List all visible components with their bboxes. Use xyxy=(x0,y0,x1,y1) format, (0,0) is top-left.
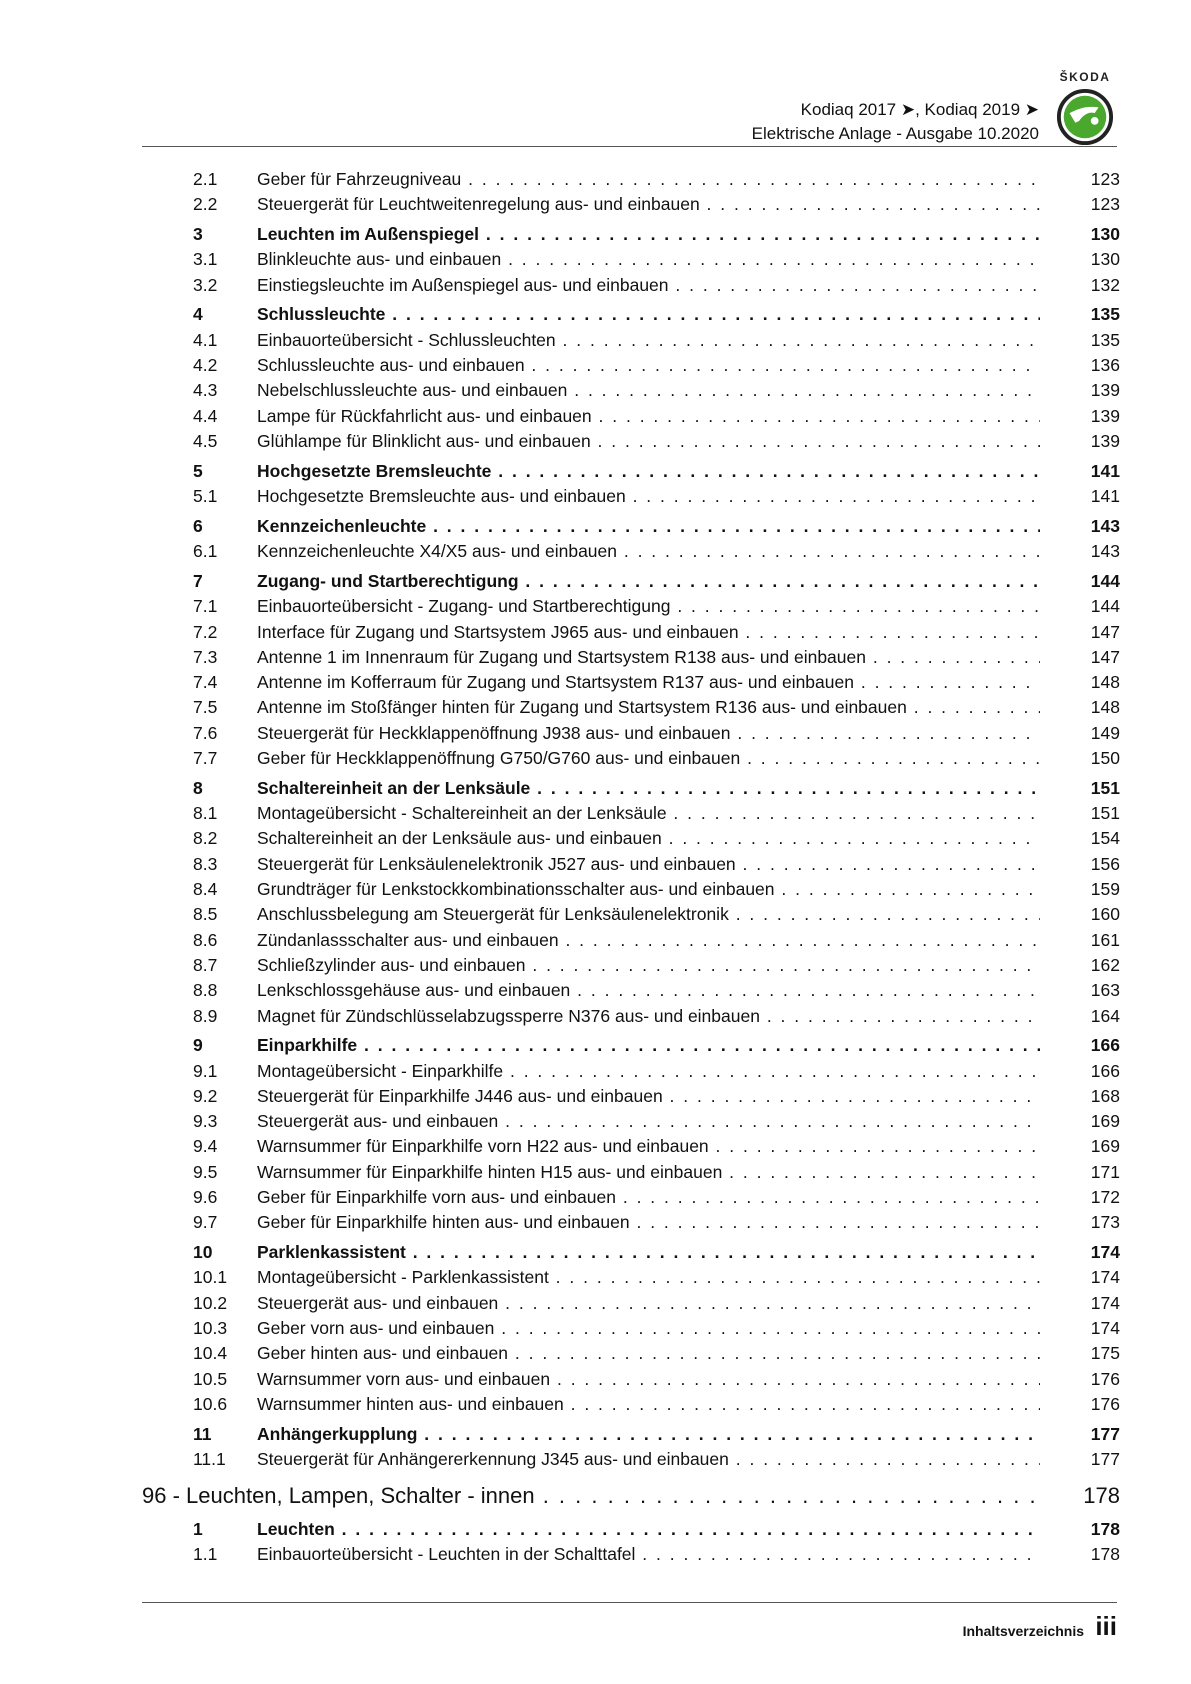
toc-section-row[interactable] xyxy=(193,1160,1120,1185)
toc-section-row[interactable] xyxy=(193,1059,1120,1084)
toc-entry-number: 3 xyxy=(193,224,203,245)
toc-entry-number: 10.3 xyxy=(193,1318,228,1339)
toc-entry-page: 174 xyxy=(1090,1242,1120,1263)
toc-entry-number: 4.3 xyxy=(193,380,218,401)
toc-entry-title: Magnet für Zündschlüsselabzugssperre N376 aus- und einbauen . . . xyxy=(257,1004,1040,1029)
toc-chapter-row[interactable] xyxy=(193,514,1120,539)
toc-entry-title: Anhängerkupplung . . . xyxy=(257,1422,1040,1447)
toc-entry-number: 8 xyxy=(193,777,203,798)
toc-entry-page: 150 xyxy=(1090,748,1120,769)
toc-chapter-row[interactable] xyxy=(193,1033,1120,1058)
toc-entry-title: Warnsummer hinten aus- und einbauen . . . xyxy=(257,1392,1040,1417)
toc-entry-title: Zugang- und Startberechtigung . . . xyxy=(257,569,1040,594)
header-model-line: Kodiaq 2017 ➤, Kodiaq 2019 ➤ xyxy=(800,100,1039,119)
toc-group-row[interactable] xyxy=(142,1480,1120,1512)
toc-entry-page: 176 xyxy=(1090,1393,1120,1414)
toc-entry-page: 149 xyxy=(1090,722,1120,743)
toc-section-row[interactable] xyxy=(193,645,1120,670)
toc-section-row[interactable] xyxy=(193,1084,1120,1109)
toc-section-row[interactable] xyxy=(193,1210,1120,1235)
toc-entry-title: Warnsummer für Einparkhilfe vorn H22 aus- und einbauen . . . xyxy=(257,1134,1040,1159)
toc-entry-number: 10.4 xyxy=(193,1343,228,1364)
toc-section-row[interactable] xyxy=(193,801,1120,826)
toc-entry-page: 156 xyxy=(1090,853,1120,874)
toc-entry-number: 8.3 xyxy=(193,853,218,874)
toc-section-row[interactable] xyxy=(193,328,1120,353)
toc-entry-number: 4.4 xyxy=(193,405,218,426)
toc-entry-page: 130 xyxy=(1090,224,1120,245)
toc-entry-page: 171 xyxy=(1090,1161,1120,1182)
toc-entry-number: 8.4 xyxy=(193,879,218,900)
toc-section-row[interactable] xyxy=(193,539,1120,564)
toc-entry-title: Hochgesetzte Bremsleuchte . . . xyxy=(257,459,1040,484)
toc-entry-number: 3.1 xyxy=(193,249,218,270)
toc-section-row[interactable] xyxy=(193,826,1120,851)
toc-chapter-row[interactable] xyxy=(193,776,1120,801)
toc-entry-page: 174 xyxy=(1090,1267,1120,1288)
toc-entry-number: 2.1 xyxy=(193,169,218,189)
toc-entry-title: Antenne 1 im Innenraum für Zugang und Startsystem R138 aus- und einbauen . . . xyxy=(257,645,1040,670)
toc-entry-title: Steuergerät aus- und einbauen . . . xyxy=(257,1291,1040,1316)
toc-entry-page: 169 xyxy=(1090,1111,1120,1132)
toc-entry-title: Lenkschlossgehäuse aus- und einbauen . . . xyxy=(257,978,1040,1003)
toc-entry-title: Montageübersicht - Schaltereinheit an der Lenksäule . . . xyxy=(257,801,1040,826)
toc-entry-page: 139 xyxy=(1090,430,1120,451)
toc-entry-page: 132 xyxy=(1090,274,1120,295)
toc-entry-page: 143 xyxy=(1090,515,1120,536)
toc-entry-title: Einbauorteübersicht - Zugang- und Startberechtigung . . . xyxy=(257,594,1040,619)
toc-section-row[interactable] xyxy=(193,1265,1120,1290)
toc-entry-page: 178 xyxy=(1090,1544,1120,1565)
toc-entry-number: 7 xyxy=(193,570,203,591)
toc-section-row[interactable] xyxy=(193,273,1120,298)
toc-entry-page: 175 xyxy=(1090,1343,1120,1364)
toc-section-row[interactable] xyxy=(193,404,1120,429)
toc-section-row[interactable] xyxy=(193,852,1120,877)
toc-entry-title: Warnsummer vorn aus- und einbauen . . . xyxy=(257,1367,1040,1392)
toc-entry-title: Steuergerät aus- und einbauen . . . xyxy=(257,1109,1040,1134)
toc-entry-number: 7.1 xyxy=(193,596,218,617)
toc-entry-title: Glühlampe für Blinklicht aus- und einbauen . . . xyxy=(257,429,1040,454)
toc-entry-page: 151 xyxy=(1090,777,1120,798)
toc-entry-number: 9.6 xyxy=(193,1187,218,1208)
toc-entry-title: Geber für Einparkhilfe hinten aus- und einbauen . . . xyxy=(257,1210,1040,1235)
toc-section-row[interactable] xyxy=(193,746,1120,771)
toc-entry-title: Schlussleuchte aus- und einbauen . . . xyxy=(257,353,1040,378)
toc-entry-number: 4 xyxy=(193,304,203,325)
toc-entry-title: Nebelschlussleuchte aus- und einbauen . . . xyxy=(257,378,1040,403)
toc-section-row[interactable] xyxy=(193,1392,1120,1417)
toc-entry-number: 7.5 xyxy=(193,697,218,718)
toc-entry-page: 164 xyxy=(1090,1005,1120,1026)
toc-entry-number: 5.1 xyxy=(193,486,218,507)
toc-entry-page: 159 xyxy=(1090,879,1120,900)
toc-entry-title: Anschlussbelegung am Steuergerät für Lenksäulenelektronik . . . xyxy=(257,902,1040,927)
toc-entry-page: 166 xyxy=(1090,1060,1120,1081)
toc-entry-page: 144 xyxy=(1090,596,1120,617)
toc-entry-number: 10.6 xyxy=(193,1393,228,1414)
toc-entry-page: 177 xyxy=(1090,1423,1120,1444)
table-of-contents xyxy=(142,167,1120,1567)
toc-entry-number: 3.2 xyxy=(193,274,218,295)
toc-entry-title: Interface für Zugang und Startsystem J965 aus- und einbauen . . . xyxy=(257,620,1040,645)
toc-entry-title: Geber für Einparkhilfe vorn aus- und einbauen . . . xyxy=(257,1185,1040,1210)
toc-entry-title: Montageübersicht - Parklenkassistent . . . xyxy=(257,1265,1040,1290)
toc-entry-page: 173 xyxy=(1090,1212,1120,1233)
toc-entry-number: 6 xyxy=(193,515,203,536)
toc-entry-title: Antenne im Stoßfänger hinten für Zugang und Startsystem R136 aus- und einbauen . . . xyxy=(257,695,1040,720)
toc-section-row[interactable] xyxy=(193,594,1120,619)
toc-section-row[interactable] xyxy=(193,167,1120,192)
toc-entry-number: 7.7 xyxy=(193,748,218,769)
toc-entry-number: 8.7 xyxy=(193,954,218,975)
header-text xyxy=(752,98,1039,146)
toc-entry-title: Blinkleuchte aus- und einbauen . . . xyxy=(257,247,1040,272)
toc-section-row[interactable] xyxy=(193,484,1120,509)
toc-entry-page: 160 xyxy=(1090,904,1120,925)
toc-section-row[interactable] xyxy=(193,1004,1120,1029)
toc-entry-title: Hochgesetzte Bremsleuchte aus- und einbauen . . . xyxy=(257,484,1040,509)
toc-entry-page: 176 xyxy=(1090,1368,1120,1389)
toc-section-row[interactable] xyxy=(193,721,1120,746)
toc-entry-number: 1.1 xyxy=(193,1544,218,1565)
toc-section-row[interactable] xyxy=(193,247,1120,272)
toc-section-row[interactable] xyxy=(193,1367,1120,1392)
toc-entry-title: Lampe für Rückfahrlicht aus- und einbauen . . . xyxy=(257,404,1040,429)
toc-entry-number: 2.2 xyxy=(193,194,218,215)
toc-entry-number: 4.2 xyxy=(193,355,218,376)
toc-section-row[interactable] xyxy=(193,620,1120,645)
toc-entry-page: 168 xyxy=(1090,1085,1120,1106)
toc-entry-title: Geber vorn aus- und einbauen . . . xyxy=(257,1316,1040,1341)
toc-entry-page: 166 xyxy=(1090,1035,1120,1056)
toc-section-row[interactable] xyxy=(193,1291,1120,1316)
footer-page-number: iii xyxy=(1095,1611,1117,1641)
toc-entry-title: Geber für Fahrzeugniveau . . . xyxy=(257,167,1040,192)
toc-entry-page: 144 xyxy=(1090,570,1120,591)
toc-entry-number: 4.1 xyxy=(193,329,218,350)
toc-entry-page: 151 xyxy=(1090,803,1120,824)
toc-entry-number: 8.2 xyxy=(193,828,218,849)
toc-entry-number: 9.7 xyxy=(193,1212,218,1233)
toc-entry-number: 8.5 xyxy=(193,904,218,925)
toc-entry-page: 177 xyxy=(1090,1449,1120,1470)
toc-entry-page: 169 xyxy=(1090,1136,1120,1157)
toc-entry-number: 8.8 xyxy=(193,980,218,1001)
toc-section-row[interactable] xyxy=(193,1542,1120,1567)
toc-section-row[interactable] xyxy=(193,978,1120,1003)
toc-entry-number: 7.6 xyxy=(193,722,218,743)
toc-section-row[interactable] xyxy=(193,1134,1120,1159)
toc-entry-number: 9.2 xyxy=(193,1085,218,1106)
page-header xyxy=(142,64,1117,146)
toc-entry-title: Montageübersicht - Einparkhilfe . . . xyxy=(257,1059,1040,1084)
toc-entry-page: 135 xyxy=(1090,304,1120,325)
toc-entry-title: Einstiegsleuchte im Außenspiegel aus- und einbauen . . . xyxy=(257,273,1040,298)
toc-entry-page: 136 xyxy=(1090,355,1120,376)
toc-entry-title: Schaltereinheit an der Lenksäule . . . xyxy=(257,776,1040,801)
toc-entry-page: 141 xyxy=(1090,486,1120,507)
toc-entry-page: 148 xyxy=(1090,697,1120,718)
toc-entry-page: 148 xyxy=(1090,672,1120,693)
toc-entry-title: Zündanlassschalter aus- und einbauen . . . xyxy=(257,928,1040,953)
header-edition-line: Elektrische Anlage - Ausgabe 10.2020 xyxy=(751,124,1039,143)
toc-section-row[interactable] xyxy=(193,670,1120,695)
toc-chapter-row[interactable] xyxy=(193,1240,1120,1265)
toc-chapter-row[interactable] xyxy=(193,222,1120,247)
toc-entry-page: 178 xyxy=(1083,1483,1120,1509)
toc-entry-page: 178 xyxy=(1090,1518,1120,1539)
toc-entry-number: 8.6 xyxy=(193,929,218,950)
toc-entry-number: 10 xyxy=(193,1242,213,1263)
toc-section-row[interactable] xyxy=(193,902,1120,927)
toc-entry-title: Kennzeichenleuchte X4/X5 aus- und einbauen . . . xyxy=(257,539,1040,564)
toc-entry-number: 9.1 xyxy=(193,1060,218,1081)
brand-wordmark: ŠKODA xyxy=(1059,70,1111,84)
toc-entry-page: 130 xyxy=(1090,249,1120,270)
toc-entry-page: 135 xyxy=(1090,329,1120,350)
toc-section-row[interactable] xyxy=(193,1316,1120,1341)
toc-section-row[interactable] xyxy=(193,695,1120,720)
toc-entry-page: 174 xyxy=(1090,1318,1120,1339)
toc-section-row[interactable] xyxy=(193,877,1120,902)
toc-section-row[interactable] xyxy=(193,429,1120,454)
toc-entry-page: 172 xyxy=(1090,1187,1120,1208)
toc-entry-title: Warnsummer für Einparkhilfe hinten H15 aus- und einbauen . . . xyxy=(257,1160,1040,1185)
toc-entry-page: 141 xyxy=(1090,460,1120,481)
toc-entry-number: 10.1 xyxy=(193,1267,228,1288)
toc-section-row[interactable] xyxy=(193,353,1120,378)
toc-entry-number: 9 xyxy=(193,1035,203,1056)
toc-entry-number: 5 xyxy=(193,460,203,481)
toc-entry-page: 162 xyxy=(1090,954,1120,975)
toc-entry-title: Geber hinten aus- und einbauen . . . xyxy=(257,1341,1040,1366)
toc-entry-title: Einbauorteübersicht - Schlussleuchten . . . xyxy=(257,328,1040,353)
toc-entry-number: 1 xyxy=(193,1518,203,1539)
toc-entry-page: 163 xyxy=(1090,980,1120,1001)
toc-entry-number: 10.2 xyxy=(193,1292,228,1313)
toc-entry-page: 123 xyxy=(1090,169,1120,189)
toc-entry-number: 7.3 xyxy=(193,646,218,667)
skoda-logo-icon xyxy=(1056,88,1114,146)
toc-section-row[interactable] xyxy=(193,1109,1120,1134)
toc-entry-title: Antenne im Kofferraum für Zugang und Startsystem R137 aus- und einbauen . . . xyxy=(257,670,1040,695)
toc-entry-number: 8.1 xyxy=(193,803,218,824)
toc-entry-title: Schließzylinder aus- und einbauen . . . xyxy=(257,953,1040,978)
toc-entry-number: 10.5 xyxy=(193,1368,228,1389)
toc-entry-number: 7.2 xyxy=(193,621,218,642)
toc-entry-title: Parklenkassistent . . . xyxy=(257,1240,1040,1265)
toc-chapter-row[interactable] xyxy=(193,459,1120,484)
toc-entry-title: Steuergerät für Anhängererkennung J345 aus- und einbauen . . . xyxy=(257,1447,1040,1472)
toc-section-row[interactable] xyxy=(193,192,1120,217)
toc-entry-number: 9.4 xyxy=(193,1136,218,1157)
toc-entry-title: Leuchten im Außenspiegel . . . xyxy=(257,222,1040,247)
toc-entry-page: 143 xyxy=(1090,541,1120,562)
toc-chapter-row[interactable] xyxy=(193,569,1120,594)
toc-entry-title: Steuergerät für Lenksäulenelektronik J527 aus- und einbauen . . . xyxy=(257,852,1040,877)
toc-section-row[interactable] xyxy=(193,1447,1120,1472)
toc-entry-title: Steuergerät für Leuchtweitenregelung aus- und einbauen . . . xyxy=(257,192,1040,217)
toc-entry-title: Steuergerät für Einparkhilfe J446 aus- und einbauen . . . xyxy=(257,1084,1040,1109)
toc-entry-title: Geber für Heckklappenöffnung G750/G760 aus- und einbauen . . . xyxy=(257,746,1040,771)
toc-entry-page: 147 xyxy=(1090,646,1120,667)
toc-entry-number: 8.9 xyxy=(193,1005,218,1026)
toc-entry-title: Einparkhilfe . . . xyxy=(257,1033,1040,1058)
toc-section-row[interactable] xyxy=(193,953,1120,978)
brand-block xyxy=(1053,70,1117,146)
toc-section-row[interactable] xyxy=(193,378,1120,403)
toc-entry-number: 9.5 xyxy=(193,1161,218,1182)
toc-entry-page: 147 xyxy=(1090,621,1120,642)
header-divider xyxy=(142,146,1117,147)
toc-entry-page: 154 xyxy=(1090,828,1120,849)
toc-entry-title: 96 - Leuchten, Lampen, Schalter - innen . . . xyxy=(142,1480,1040,1512)
toc-section-row[interactable] xyxy=(193,1341,1120,1366)
toc-entry-title: Schlussleuchte . . . xyxy=(257,302,1040,327)
toc-entry-number: 11.1 xyxy=(193,1449,226,1470)
toc-section-row[interactable] xyxy=(193,928,1120,953)
toc-entry-title: Leuchten . . . xyxy=(257,1517,1040,1542)
toc-entry-title: Steuergerät für Heckklappenöffnung J938 aus- und einbauen . . . xyxy=(257,721,1040,746)
toc-entry-number: 6.1 xyxy=(193,541,218,562)
toc-entry-page: 174 xyxy=(1090,1292,1120,1313)
toc-entry-title: Einbauorteübersicht - Leuchten in der Schalttafel . . . xyxy=(257,1542,1040,1567)
footer-section-label: Inhaltsverzeichnis xyxy=(962,1623,1084,1639)
toc-entry-page: 139 xyxy=(1090,405,1120,426)
toc-chapter-row[interactable] xyxy=(193,1517,1120,1542)
toc-entry-number: 4.5 xyxy=(193,430,218,451)
toc-entry-page: 123 xyxy=(1090,194,1120,215)
footer-divider xyxy=(142,1602,1117,1603)
toc-entry-number: 7.4 xyxy=(193,672,218,693)
toc-entry-number: 9.3 xyxy=(193,1111,218,1132)
toc-entry-title: Schaltereinheit an der Lenksäule aus- und einbauen . . . xyxy=(257,826,1040,851)
toc-entry-title: Kennzeichenleuchte . . . xyxy=(257,514,1040,539)
toc-entry-number: 11 xyxy=(193,1423,212,1444)
toc-entry-page: 161 xyxy=(1090,929,1120,950)
toc-section-row[interactable] xyxy=(193,1185,1120,1210)
toc-chapter-row[interactable] xyxy=(193,302,1120,327)
toc-entry-title: Grundträger für Lenkstockkombinationsschalter aus- und einbauen . . . xyxy=(257,877,1040,902)
toc-entry-page: 139 xyxy=(1090,380,1120,401)
toc-chapter-row[interactable] xyxy=(193,1422,1120,1447)
